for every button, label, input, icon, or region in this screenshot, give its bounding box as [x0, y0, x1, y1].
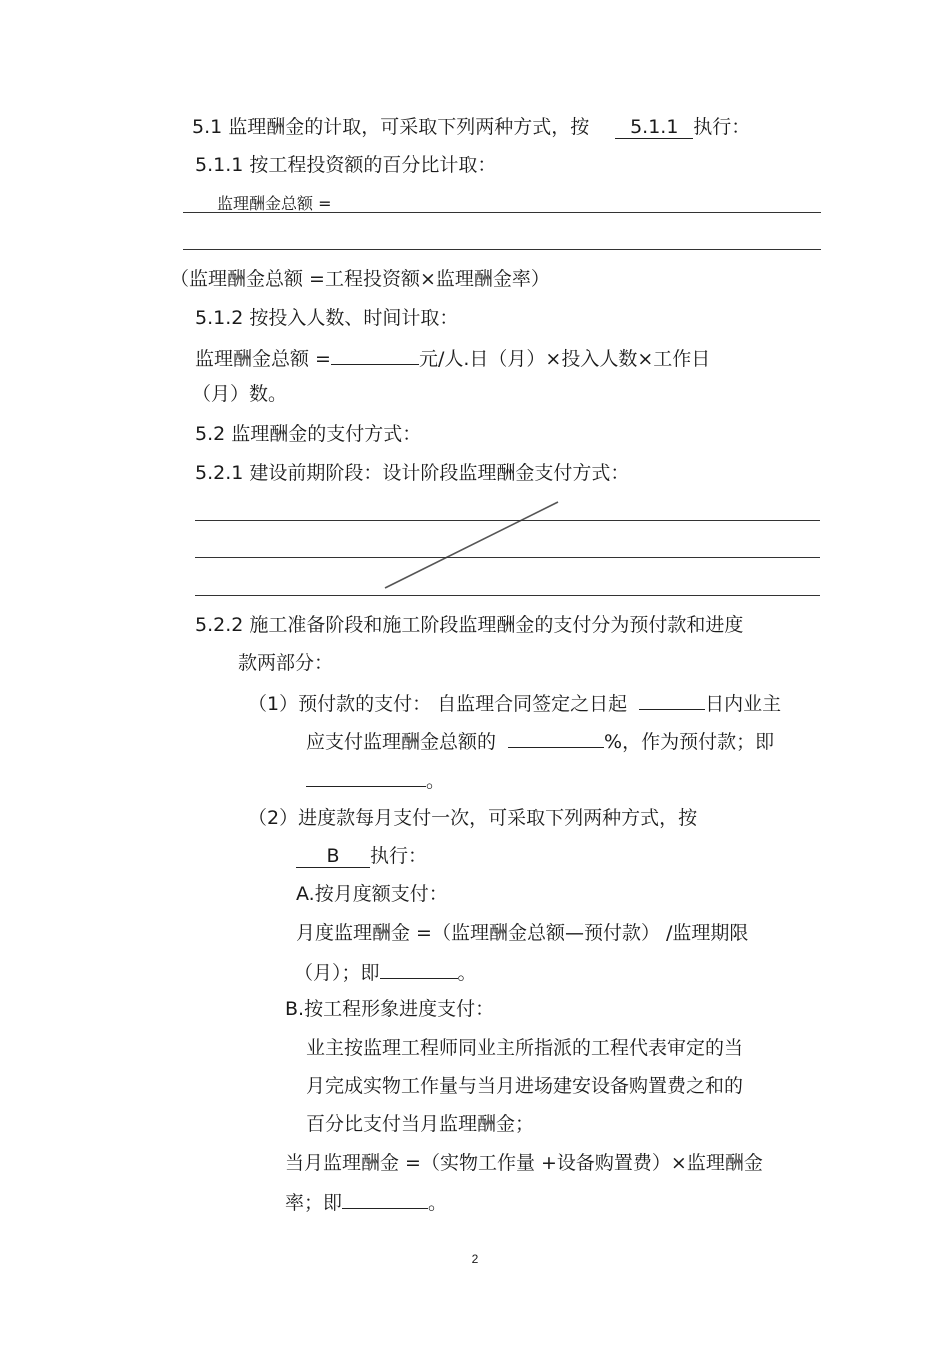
item2-line2 — [296, 843, 427, 869]
option-a-end: 。 — [457, 962, 477, 984]
option-b-title: B.按工程形象进度支付： — [285, 998, 495, 1020]
section-5-1-text: 5.1 监理酬金的计取，可采取下列两种方式，按 — [192, 116, 590, 138]
section-5-1-2: 5.1.2 按投入人数、时间计取： — [195, 307, 459, 329]
formula2-label: 监理酬金总额 = — [195, 348, 331, 370]
formula2-cont: （月）数。 — [192, 383, 288, 405]
option-a-line2 — [294, 958, 477, 986]
days-blank[interactable] — [639, 689, 705, 710]
option-a-text: （月）；即 — [294, 962, 380, 984]
design-payment-line-1[interactable] — [195, 520, 820, 521]
item1-text-c: 应支付监理酬金总额的 — [306, 731, 497, 753]
item1-line2 — [306, 727, 774, 755]
item1-text-e: 。 — [426, 770, 446, 792]
item1-line1 — [248, 689, 781, 717]
current-month-amount-blank[interactable] — [342, 1188, 428, 1209]
choice-blank-5-1[interactable]: 5.1.1 — [615, 116, 693, 139]
formula2-rest: 元/人.日（月）×投入人数×工作日 — [418, 348, 711, 370]
formula2-line — [195, 344, 710, 372]
design-payment-line-3[interactable] — [195, 595, 820, 596]
section-5-1-tail: 执行： — [693, 116, 751, 138]
formula1-line-2[interactable] — [183, 249, 821, 250]
percent-blank[interactable] — [508, 727, 604, 748]
formula1-label: 监理酬金总额 = — [217, 194, 332, 213]
option-b-line3: 百分比支付当月监理酬金； — [306, 1113, 535, 1135]
option-b-end: 。 — [428, 1192, 448, 1214]
section-5-2: 5.2 监理酬金的支付方式： — [195, 423, 422, 445]
page-number: 2 — [471, 1252, 479, 1266]
item2-tail: 执行： — [370, 845, 428, 867]
item1-line3 — [306, 766, 445, 794]
formula1-line-1[interactable] — [183, 212, 821, 213]
rate-blank[interactable] — [331, 344, 419, 365]
item1-text-d: %，作为预付款；即 — [604, 731, 775, 753]
section-5-2-1: 5.2.1 建设前期阶段：设计阶段监理酬金支付方式： — [195, 462, 630, 484]
item2-line1: （2）进度款每月支付一次，可采取下列两种方式，按 — [248, 807, 698, 829]
option-b-line2: 月完成实物工作量与当月进场建安设备购置费之和的 — [306, 1075, 744, 1097]
section-5-2-2-cont: 款两部分： — [238, 652, 334, 674]
monthly-amount-blank[interactable] — [380, 958, 458, 979]
option-a-formula: 月度监理酬金 =（监理酬金总额—预付款） /监理期限 — [296, 922, 749, 944]
option-b-formula: 当月监理酬金 =（实物工作量 +设备购置费）×监理酬金 — [285, 1152, 763, 1174]
design-payment-line-2[interactable] — [195, 557, 820, 558]
section-5-1 — [192, 114, 750, 140]
option-b-formula-cont — [285, 1188, 447, 1216]
section-5-1-1: 5.1.1 按工程投资额的百分比计取： — [195, 154, 497, 176]
choice-blank-item2[interactable]: B — [296, 845, 370, 868]
item1-text: （1）预付款的支付： 自监理合同签定之日起 — [248, 693, 628, 715]
section-5-2-2: 5.2.2 施工准备阶段和施工阶段监理酬金的支付分为预付款和进度 — [195, 614, 744, 636]
option-a-title: A.按月度额支付： — [296, 883, 448, 905]
advance-amount-blank[interactable] — [306, 766, 426, 787]
item1-text-b: 日内业主 — [705, 693, 782, 715]
option-b-line1: 业主按监理工程师同业主所指派的工程代表审定的当 — [306, 1037, 744, 1059]
formula1-note: （监理酬金总额 =工程投资额×监理酬金率） — [170, 268, 550, 290]
option-b-text: 率；即 — [285, 1192, 343, 1214]
